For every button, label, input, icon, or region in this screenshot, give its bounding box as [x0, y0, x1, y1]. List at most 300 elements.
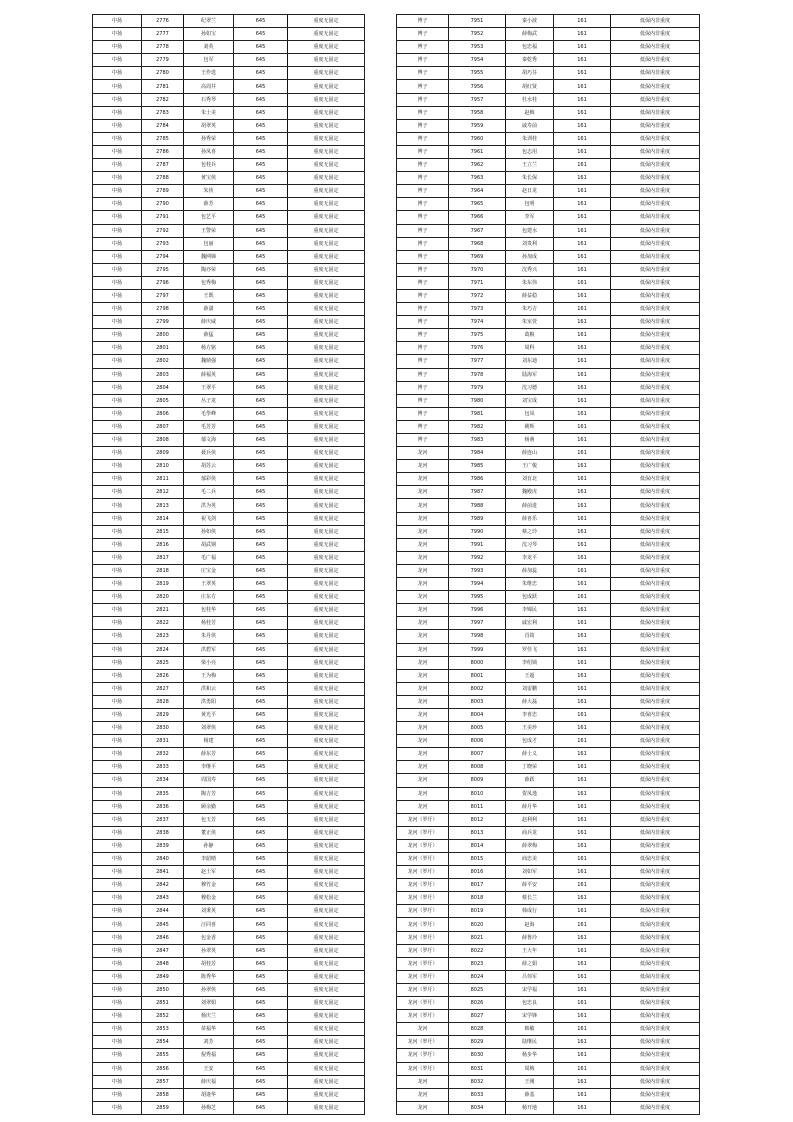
category-cell: 重度无固定 [288, 276, 365, 289]
table-row [93, 918, 365, 931]
category-cell: 低保内非重度 [611, 970, 700, 983]
table-row [397, 512, 700, 525]
amount-cell: 161 [554, 329, 611, 342]
amount-cell: 645 [234, 316, 288, 329]
id-cell: 8034 [449, 1101, 506, 1114]
name-cell: 胡苏云 [184, 460, 234, 473]
town-cell: 龙河 [397, 617, 449, 630]
category-cell: 重度无固定 [288, 460, 365, 473]
id-cell: 2795 [142, 263, 184, 276]
amount-cell: 161 [554, 525, 611, 538]
table-row [93, 617, 365, 630]
table-row [93, 1062, 365, 1075]
left-table-body [93, 15, 365, 1115]
table-row [93, 774, 365, 787]
id-cell: 8026 [449, 997, 506, 1010]
id-cell: 2850 [142, 983, 184, 996]
category-cell: 低保内非重度 [611, 289, 700, 302]
name-cell: 李绍锁 [506, 656, 554, 669]
amount-cell: 645 [234, 106, 288, 119]
category-cell: 重度无固定 [288, 800, 365, 813]
town-cell: 中扬 [93, 224, 142, 237]
id-cell: 2802 [142, 355, 184, 368]
town-cell: 龙河（罗圩） [397, 997, 449, 1010]
town-cell: 博子 [397, 28, 449, 41]
name-cell: 孙翠英 [184, 944, 234, 957]
id-cell: 7970 [449, 263, 506, 276]
id-cell: 2780 [142, 67, 184, 80]
category-cell: 低保内非重度 [611, 787, 700, 800]
town-cell: 中扬 [93, 54, 142, 67]
name-cell: 王翠英 [184, 578, 234, 591]
name-cell: 包凤 [506, 407, 554, 420]
id-cell: 2796 [142, 276, 184, 289]
id-cell: 7980 [449, 394, 506, 407]
id-cell: 7976 [449, 342, 506, 355]
category-cell: 低保内非重度 [611, 1036, 700, 1049]
name-cell: 薛连山 [506, 447, 554, 460]
amount-cell: 645 [234, 1049, 288, 1062]
table-row [93, 813, 365, 826]
amount-cell: 161 [554, 944, 611, 957]
name-cell: 刘翠侠 [184, 722, 234, 735]
id-cell: 2839 [142, 839, 184, 852]
id-cell: 2804 [142, 381, 184, 394]
town-cell: 中扬 [93, 211, 142, 224]
amount-cell: 645 [234, 93, 288, 106]
category-cell: 重度无固定 [288, 630, 365, 643]
amount-cell: 161 [554, 132, 611, 145]
table-row [93, 420, 365, 433]
table-row [397, 303, 700, 316]
id-cell: 2800 [142, 329, 184, 342]
table-row [93, 866, 365, 879]
table-row [93, 172, 365, 185]
town-cell: 中扬 [93, 499, 142, 512]
name-cell: 朱长保 [506, 172, 554, 185]
id-cell: 8021 [449, 931, 506, 944]
category-cell: 重度无固定 [288, 551, 365, 564]
table-row [93, 931, 365, 944]
table-row [397, 486, 700, 499]
name-cell: 李锦民 [506, 604, 554, 617]
name-cell: 李喜忠 [506, 708, 554, 721]
table-row [93, 630, 365, 643]
table-row [397, 748, 700, 761]
table-row [397, 879, 700, 892]
town-cell: 中扬 [93, 447, 142, 460]
name-cell: 秦小波 [506, 15, 554, 28]
category-cell: 低保内非重度 [611, 316, 700, 329]
table-row [397, 289, 700, 302]
amount-cell: 161 [554, 368, 611, 381]
id-cell: 2801 [142, 342, 184, 355]
id-cell: 2812 [142, 486, 184, 499]
table-row [93, 460, 365, 473]
table-row [397, 172, 700, 185]
table-row [397, 813, 700, 826]
category-cell: 重度无固定 [288, 957, 365, 970]
category-cell: 低保内非重度 [611, 67, 700, 80]
category-cell: 重度无固定 [288, 1010, 365, 1023]
category-cell: 低保内非重度 [611, 735, 700, 748]
name-cell: 朱丹侠 [184, 630, 234, 643]
amount-cell: 161 [554, 67, 611, 80]
name-cell: 陶亦荣 [184, 263, 234, 276]
town-cell: 龙河 [397, 564, 449, 577]
category-cell: 低保内非重度 [611, 276, 700, 289]
category-cell: 低保内非重度 [611, 460, 700, 473]
id-cell: 7962 [449, 159, 506, 172]
id-cell: 2783 [142, 106, 184, 119]
town-cell: 博子 [397, 407, 449, 420]
id-cell: 2790 [142, 198, 184, 211]
amount-cell: 161 [554, 722, 611, 735]
amount-cell: 161 [554, 499, 611, 512]
table-row [397, 132, 700, 145]
name-cell: 薛平安 [506, 879, 554, 892]
amount-cell: 645 [234, 905, 288, 918]
town-cell: 龙河 [397, 682, 449, 695]
amount-cell: 645 [234, 1036, 288, 1049]
name-cell: 魏网娣 [184, 250, 234, 263]
table-row [93, 198, 365, 211]
category-cell: 重度无固定 [288, 983, 365, 996]
id-cell: 2837 [142, 813, 184, 826]
town-cell: 龙河 [397, 538, 449, 551]
table-row [397, 106, 700, 119]
town-cell: 龙河 [397, 512, 449, 525]
town-cell: 中扬 [93, 970, 142, 983]
amount-cell: 161 [554, 316, 611, 329]
amount-cell: 161 [554, 1062, 611, 1075]
category-cell: 重度无固定 [288, 787, 365, 800]
name-cell: 薛芳 [184, 198, 234, 211]
name-cell: 魏殿虎 [506, 486, 554, 499]
town-cell: 中扬 [93, 407, 142, 420]
id-cell: 7975 [449, 329, 506, 342]
category-cell: 低保内非重度 [611, 695, 700, 708]
category-cell: 重度无固定 [288, 41, 365, 54]
category-cell: 低保内非重度 [611, 420, 700, 433]
category-cell: 重度无固定 [288, 434, 365, 447]
table-row [93, 303, 365, 316]
name-cell: 刘贵利 [506, 237, 554, 250]
amount-cell: 645 [234, 211, 288, 224]
name-cell: 蔡长兰 [506, 892, 554, 905]
table-row [93, 879, 365, 892]
town-cell: 中扬 [93, 748, 142, 761]
table-row [397, 394, 700, 407]
town-cell: 中扬 [93, 41, 142, 54]
category-cell: 低保内非重度 [611, 1023, 700, 1036]
id-cell: 7984 [449, 447, 506, 460]
town-cell: 中扬 [93, 250, 142, 263]
amount-cell: 161 [554, 604, 611, 617]
town-cell: 中扬 [93, 80, 142, 93]
amount-cell: 645 [234, 748, 288, 761]
name-cell: 毛芳芳 [184, 420, 234, 433]
category-cell: 低保内非重度 [611, 722, 700, 735]
name-cell: 刘有北 [506, 473, 554, 486]
amount-cell: 645 [234, 80, 288, 93]
amount-cell: 645 [234, 643, 288, 656]
category-cell: 重度无固定 [288, 407, 365, 420]
id-cell: 8028 [449, 1023, 506, 1036]
name-cell: 汪同喜 [184, 918, 234, 931]
amount-cell: 645 [234, 774, 288, 787]
town-cell: 博子 [397, 250, 449, 263]
id-cell: 2789 [142, 185, 184, 198]
table-row [93, 28, 365, 41]
amount-cell: 161 [554, 211, 611, 224]
category-cell: 低保内非重度 [611, 682, 700, 695]
amount-cell: 161 [554, 1023, 611, 1036]
amount-cell: 645 [234, 185, 288, 198]
table-row [93, 41, 365, 54]
name-cell: 王超 [506, 669, 554, 682]
category-cell: 重度无固定 [288, 1101, 365, 1114]
town-cell: 博子 [397, 198, 449, 211]
town-cell: 中扬 [93, 669, 142, 682]
name-cell: 杨萌 [506, 434, 554, 447]
town-cell: 龙河（罗圩） [397, 866, 449, 879]
table-row [93, 787, 365, 800]
category-cell: 低保内非重度 [611, 355, 700, 368]
amount-cell: 645 [234, 682, 288, 695]
category-cell: 低保内非重度 [611, 499, 700, 512]
table-row [93, 263, 365, 276]
amount-cell: 645 [234, 276, 288, 289]
table-row [93, 1075, 365, 1088]
table-row [397, 735, 700, 748]
name-cell: 王广俊 [506, 460, 554, 473]
id-cell: 2828 [142, 695, 184, 708]
amount-cell: 161 [554, 394, 611, 407]
town-cell: 龙河（罗圩） [397, 826, 449, 839]
amount-cell: 645 [234, 591, 288, 604]
table-row [397, 722, 700, 735]
table-row [397, 80, 700, 93]
name-cell: 魏鼎强 [184, 355, 234, 368]
name-cell: 杨步华 [506, 1049, 554, 1062]
category-cell: 低保内非重度 [611, 15, 700, 28]
town-cell: 龙河（罗圩） [397, 931, 449, 944]
town-cell: 中扬 [93, 564, 142, 577]
id-cell: 7985 [449, 460, 506, 473]
town-cell: 博子 [397, 159, 449, 172]
category-cell: 低保内非重度 [611, 80, 700, 93]
table-row [93, 54, 365, 67]
category-cell: 重度无固定 [288, 15, 365, 28]
name-cell: 高周井 [184, 80, 234, 93]
name-cell: 包秀梅 [184, 276, 234, 289]
id-cell: 2840 [142, 853, 184, 866]
category-cell: 低保内非重度 [611, 1010, 700, 1023]
id-cell: 2816 [142, 538, 184, 551]
table-row [93, 381, 365, 394]
name-cell: 薛基 [506, 1088, 554, 1101]
id-cell: 7997 [449, 617, 506, 630]
table-row [93, 538, 365, 551]
category-cell: 低保内非重度 [611, 41, 700, 54]
town-cell: 博子 [397, 145, 449, 158]
table-row [93, 224, 365, 237]
category-cell: 重度无固定 [288, 617, 365, 630]
table-row [93, 1010, 365, 1023]
category-cell: 低保内非重度 [611, 761, 700, 774]
table-row [397, 892, 700, 905]
town-cell: 龙河 [397, 643, 449, 656]
name-cell: 周梅 [506, 1062, 554, 1075]
table-row [397, 499, 700, 512]
name-cell: 薛士义 [506, 748, 554, 761]
town-cell: 龙河 [397, 669, 449, 682]
table-row [397, 564, 700, 577]
table-row [93, 564, 365, 577]
category-cell: 重度无固定 [288, 905, 365, 918]
amount-cell: 161 [554, 185, 611, 198]
category-cell: 重度无固定 [288, 578, 365, 591]
id-cell: 2845 [142, 918, 184, 931]
table-row [93, 394, 365, 407]
amount-cell: 161 [554, 447, 611, 460]
category-cell: 低保内非重度 [611, 866, 700, 879]
amount-cell: 645 [234, 931, 288, 944]
table-row [397, 1036, 700, 1049]
town-cell: 中扬 [93, 159, 142, 172]
amount-cell: 161 [554, 1101, 611, 1114]
amount-cell: 645 [234, 551, 288, 564]
town-cell: 博子 [397, 119, 449, 132]
name-cell: 朱侠 [184, 185, 234, 198]
name-cell: 贺凤逸 [506, 787, 554, 800]
category-cell: 重度无固定 [288, 224, 365, 237]
id-cell: 2853 [142, 1023, 184, 1036]
id-cell: 7992 [449, 551, 506, 564]
town-cell: 龙河（罗圩） [397, 918, 449, 931]
town-cell: 中扬 [93, 656, 142, 669]
id-cell: 2781 [142, 80, 184, 93]
table-row [93, 957, 365, 970]
amount-cell: 161 [554, 578, 611, 591]
town-cell: 中扬 [93, 289, 142, 302]
town-cell: 中扬 [93, 905, 142, 918]
amount-cell: 645 [234, 250, 288, 263]
name-cell: 包忠福 [506, 41, 554, 54]
table-row [93, 695, 365, 708]
category-cell: 重度无固定 [288, 1023, 365, 1036]
category-cell: 重度无固定 [288, 198, 365, 211]
name-cell: 薛月华 [506, 800, 554, 813]
amount-cell: 645 [234, 407, 288, 420]
category-cell: 低保内非重度 [611, 106, 700, 119]
table-row [397, 578, 700, 591]
town-cell: 博子 [397, 381, 449, 394]
name-cell: 郁文海 [184, 434, 234, 447]
amount-cell: 161 [554, 591, 611, 604]
amount-cell: 161 [554, 853, 611, 866]
table-row [397, 1101, 700, 1114]
town-cell: 博子 [397, 185, 449, 198]
category-cell: 重度无固定 [288, 1075, 365, 1088]
category-cell: 重度无固定 [288, 1088, 365, 1101]
town-cell: 博子 [397, 93, 449, 106]
id-cell: 7987 [449, 486, 506, 499]
amount-cell: 645 [234, 263, 288, 276]
town-cell: 龙河 [397, 735, 449, 748]
id-cell: 2791 [142, 211, 184, 224]
id-cell: 2818 [142, 564, 184, 577]
id-cell: 2830 [142, 722, 184, 735]
town-cell: 中扬 [93, 355, 142, 368]
table-row [397, 368, 700, 381]
id-cell: 2807 [142, 420, 184, 433]
amount-cell: 645 [234, 983, 288, 996]
id-cell: 2844 [142, 905, 184, 918]
name-cell: 薛大磊 [506, 695, 554, 708]
id-cell: 7996 [449, 604, 506, 617]
category-cell: 重度无固定 [288, 263, 365, 276]
id-cell: 7990 [449, 525, 506, 538]
name-cell: 孙凤喜 [184, 145, 234, 158]
category-cell: 重度无固定 [288, 28, 365, 41]
town-cell: 龙河 [397, 551, 449, 564]
amount-cell: 161 [554, 276, 611, 289]
amount-cell: 161 [554, 735, 611, 748]
category-cell: 低保内非重度 [611, 473, 700, 486]
town-cell: 中扬 [93, 486, 142, 499]
town-cell: 中扬 [93, 132, 142, 145]
id-cell: 2788 [142, 172, 184, 185]
table-row [397, 604, 700, 617]
amount-cell: 645 [234, 1101, 288, 1114]
name-cell: 宋学福 [506, 983, 554, 996]
town-cell: 龙河 [397, 473, 449, 486]
amount-cell: 645 [234, 735, 288, 748]
id-cell: 2842 [142, 879, 184, 892]
table-row [397, 918, 700, 931]
town-cell: 中扬 [93, 997, 142, 1010]
amount-cell: 645 [234, 826, 288, 839]
category-cell: 低保内非重度 [611, 263, 700, 276]
name-cell: 王大年 [506, 944, 554, 957]
id-cell: 7981 [449, 407, 506, 420]
table-row [93, 67, 365, 80]
category-cell: 重度无固定 [288, 394, 365, 407]
town-cell: 中扬 [93, 538, 142, 551]
id-cell: 8032 [449, 1075, 506, 1088]
name-cell: 李军 [506, 211, 554, 224]
town-cell: 博子 [397, 368, 449, 381]
amount-cell: 161 [554, 263, 611, 276]
category-cell: 重度无固定 [288, 159, 365, 172]
table-row [93, 525, 365, 538]
town-cell: 龙河 [397, 774, 449, 787]
category-cell: 低保内非重度 [611, 303, 700, 316]
category-cell: 低保内非重度 [611, 617, 700, 630]
id-cell: 8017 [449, 879, 506, 892]
id-cell: 2819 [142, 578, 184, 591]
name-cell: 刘英 [184, 41, 234, 54]
amount-cell: 161 [554, 1036, 611, 1049]
town-cell: 中扬 [93, 460, 142, 473]
category-cell: 低保内非重度 [611, 407, 700, 420]
table-row [397, 970, 700, 983]
town-cell: 龙河 [397, 800, 449, 813]
category-cell: 重度无固定 [288, 761, 365, 774]
category-cell: 低保内非重度 [611, 1075, 700, 1088]
